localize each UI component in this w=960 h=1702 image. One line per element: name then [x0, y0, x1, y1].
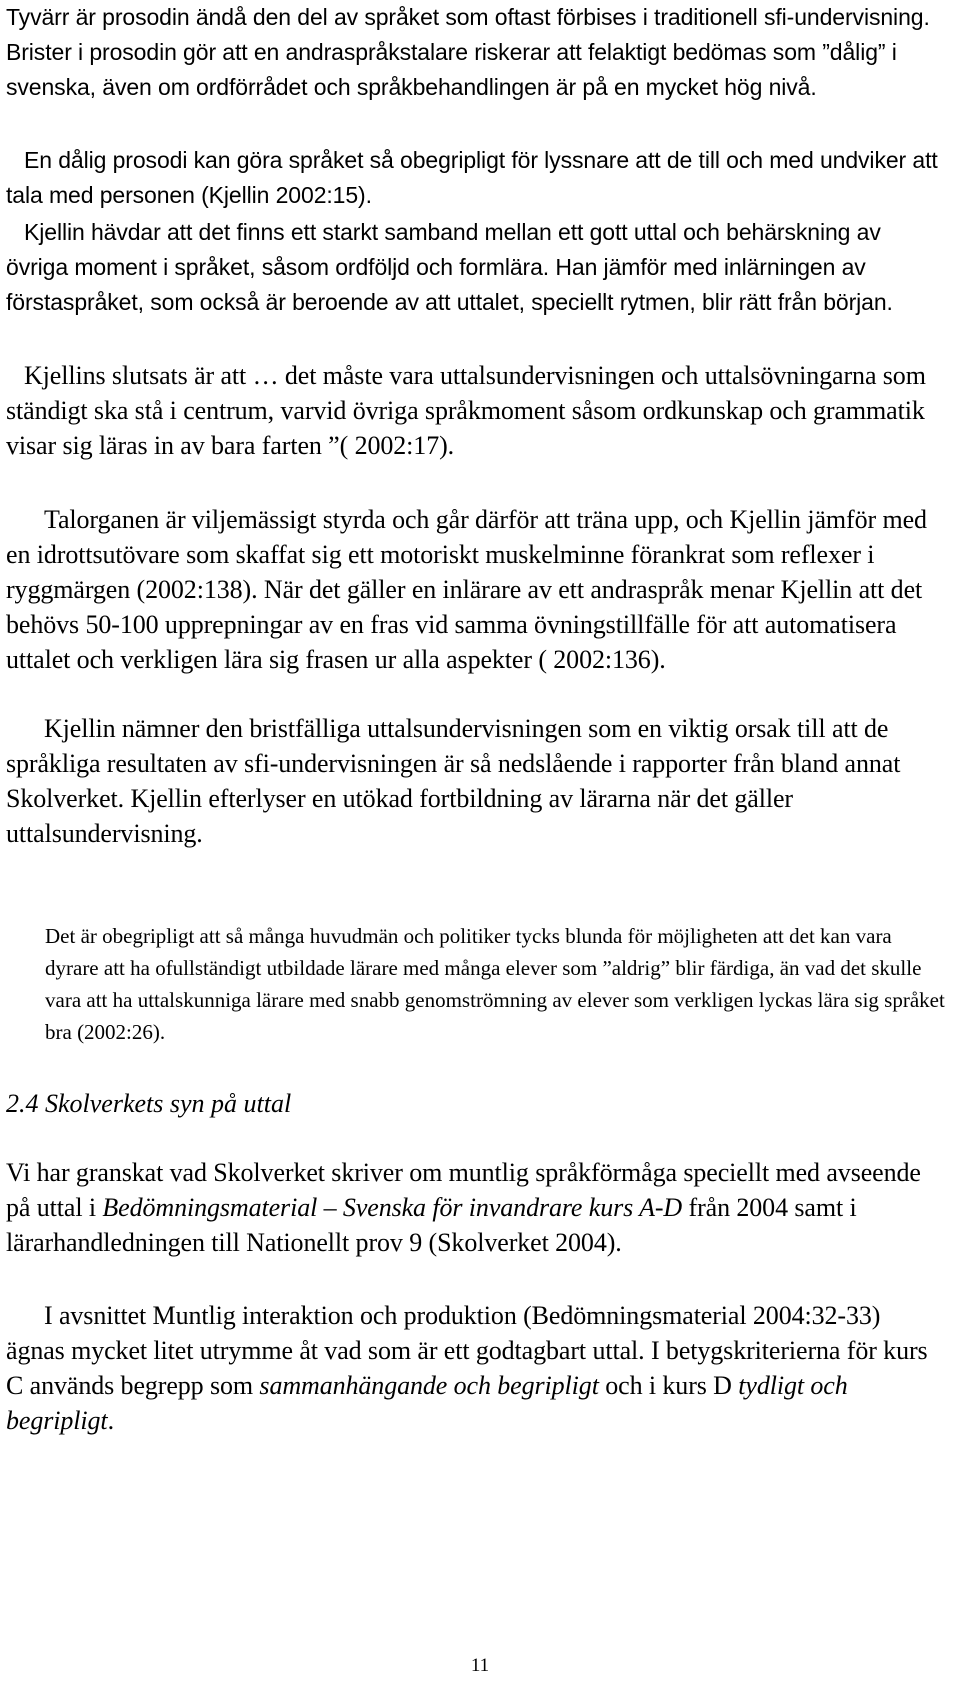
italic-term: sammanhängande och begripligt [259, 1371, 599, 1400]
paragraph-oral-interaction [6, 1298, 942, 1438]
paragraph-speech-organs: Talorganen är viljemässigt styrda och går därför att träna upp, och Kjellin jämför med en idrottsutövare som skaffat sig ett motoriskt muskelminne förankrat som reflexer i ryggmärgen (2002:138). När det gäller en inlärare av ett andraspråk menar Kjellin att det behövs 50-100 upprepningar av en fras vid samma övningstillfälle för att automatisera uttalet och verkligen lära sig frasen ur alla aspekter ( 2002:136). [6, 505, 927, 674]
paragraph-kjellin-conclusion: Kjellins slutsats är att … det måste vara uttalsundervisningen och uttalsövningarna som ständigt ska stå i centrum, varvid övriga språkmoment såsom ordkunskap och grammatik visar sig läras in av bara farten ”( 2002:17). [6, 361, 926, 460]
paragraph-bad-prosody: En dålig prosodi kan göra språket så obegripligt för lyssnare att de till och med undviker att tala med personen (Kjellin 2002:15). [6, 147, 938, 208]
block-quote: Det är obegripligt att så många huvudmän och politiker tycks blunda för möjligheten att det kan vara dyrare att ha ofullständigt utbildade lärare med många elever som ”aldrig” blir färdiga, än vad det skulle vara att ha uttalskunniga lärare med snabb genomströmning av elever som verkligen lyckas lära sig språket bra (2002:26). [45, 924, 945, 1044]
paragraph-prosody-overlooked: Tyvärr är prosodin ändå den del av språket som oftast förbises i traditionell sfi-undervisning. Brister i prosodin gör att en andraspråkstalare riskerar att felaktigt bedömas som ”dålig” i svenska, även om ordförrådet och språkbehandlingen är på en mycket hög nivå. [6, 4, 930, 100]
paragraph-deficient-teaching: Kjellin nämner den bristfälliga uttalsundervisningen som en viktig orsak till att de språkliga resultaten av sfi-undervisningen är så nedslående i rapporter från bland annat Skolverket. Kjellin efterlyser en utökad fortbildning av lärarna när det gäller uttalsundervisning. [6, 714, 901, 848]
text-span: Vi har granskat vad Skolverket skriver om muntlig språkförmåga speciellt med avseende på uttal i [6, 1158, 921, 1222]
text-span: och i kurs D [598, 1371, 739, 1400]
section-heading: 2.4 Skolverkets syn på uttal [6, 1089, 292, 1118]
text-span: . [107, 1406, 114, 1435]
italic-title: Bedömningsmaterial – Svenska för invandrare kurs A-D [102, 1193, 683, 1222]
text-span: I avsnittet Muntlig interaktion och produktion (Bedömningsmaterial 2004:32-33) ägnas mycket litet utrymme åt vad som är ett godtagbart uttal. I betygskriterierna för kurs C används begrepp som [6, 1301, 928, 1400]
text-span: från 2004 samt i lärarhandledningen till Nationellt prov 9 (Skolverket 2004). [6, 1193, 857, 1257]
page-number: 11 [470, 1655, 490, 1676]
italic-term: tydligt och begripligt [6, 1371, 848, 1435]
paragraph-skolverket-review [6, 1155, 942, 1260]
paragraph-pronunciation-link: Kjellin hävdar att det finns ett starkt samband mellan ett gott uttal och behärskning av övriga moment i språket, såsom ordföljd och formlära. Han jämför med inlärningen av förstaspråket, som också är beroende av att uttalet, speciellt rytmen, blir rätt från början. [6, 219, 893, 315]
